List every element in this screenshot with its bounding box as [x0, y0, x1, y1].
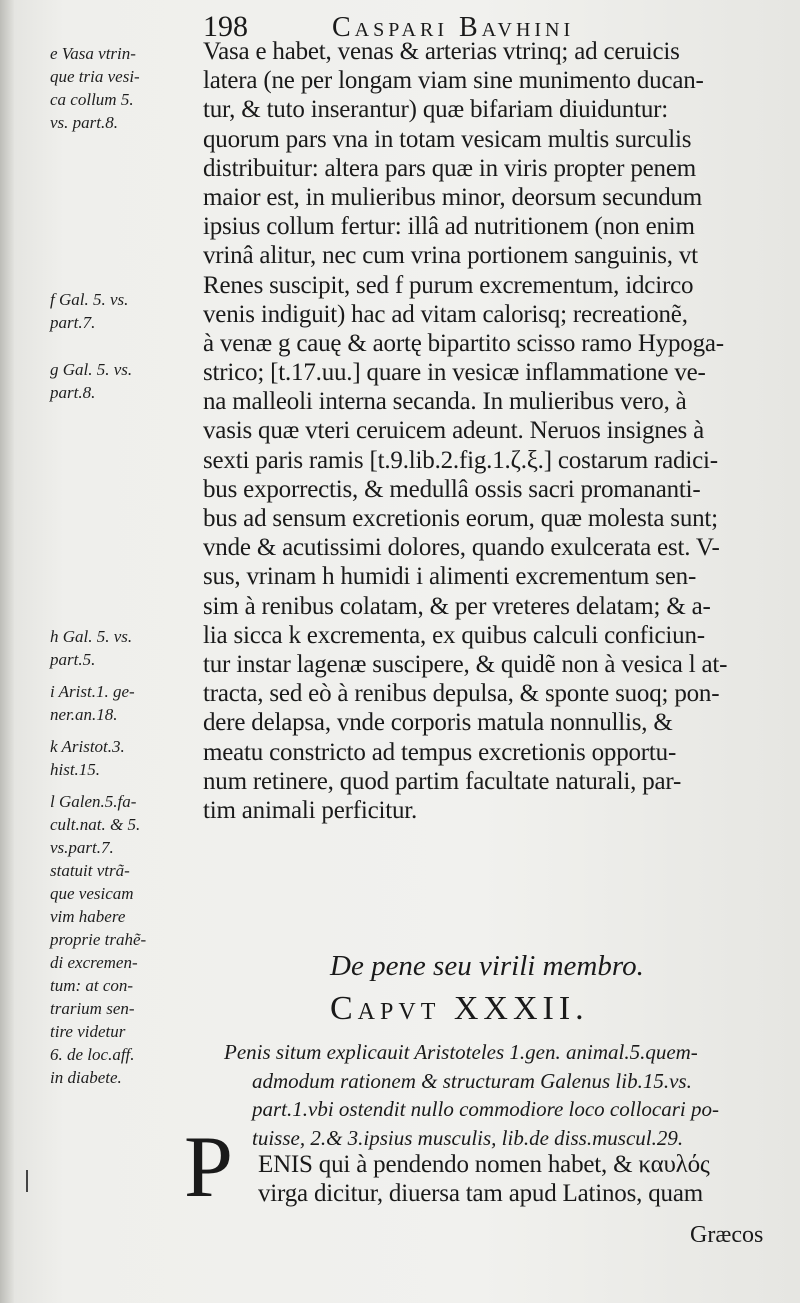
text-line: ipsius collum fertur: illâ ad nutritionem (non enim [203, 213, 695, 241]
text-line: num retinere, quod partim facultate naturali, par- [203, 767, 682, 795]
text-line: quorum pars vna in totam vesicam multis surculis [203, 125, 692, 153]
margin-note-i: i Arist.1. ge- ner.an.18. [50, 682, 135, 724]
section-heading: De pene seu virili membro. [330, 950, 644, 982]
margin-note-g: g Gal. 5. vs. part.8. [50, 360, 133, 402]
margin-note-e: e Vasa vtrin- que tria vesi- ca collum 5. vs. part.8. [50, 44, 140, 132]
chapter-summary [224, 1038, 764, 1152]
text-line: à venæ g cauę & aortę bipartito scisso ramo Hypoga- [203, 329, 724, 357]
text-line: tracta, sed eò à renibus depulsa, & sponte suoq; pon- [203, 680, 720, 708]
text-line: sim à renibus colatam, & per vreteres delatam; & a- [203, 592, 711, 620]
running-head: Caspari Bavhini [332, 12, 575, 43]
text-line: tur instar lagenæ suscipere, & quidẽ non à vesica l at- [203, 650, 728, 678]
text-line: sexti paris ramis [t.9.lib.2.fig.1.ζ.ξ.] costarum radici- [203, 446, 718, 474]
drop-cap-initial: P [184, 1119, 233, 1216]
text-line: venis indiguit) hac ad vitam calorisq; recreationẽ, [203, 300, 688, 328]
main-text-block [203, 37, 778, 825]
text-line: vnde & acutissimi dolores, quando exulcerata est. V- [203, 534, 720, 562]
text-line: vrinâ alitur, nec cum vrina portionem sanguinis, vt [203, 242, 698, 270]
text-line: ENIS qui à pendendo nomen habet, & καυλός [258, 1151, 710, 1178]
catchword: Græcos [690, 1222, 764, 1248]
text-line: na malleoli interna secanda. In mulieribus vero, à [203, 388, 687, 416]
text-line: meatu constricto ad tempus excretionis opportu- [203, 738, 677, 766]
text-line: Vasa e habet, venas & arterias vtrinq; ad ceruicis [203, 38, 680, 65]
text-line: sus, vrinam h humidi i alimenti excrementum sen- [203, 563, 697, 591]
text-line: tim animali perficitur. [203, 796, 418, 824]
summary-line: Penis situm explicauit Aristoteles 1.gen. animal.5.quem- [224, 1040, 698, 1064]
text-line: virga dicitur, diuersa tam apud Latinos, quam [258, 1180, 703, 1208]
margin-note-l: l Galen.5.fa- cult.nat. & 5. vs.part.7. statuit vtrã- que vesicam vim habere proprie trahẽ- di excremen- tum: at con- trarium sen- tire videtur 6. de loc.aff. in diabete. [50, 792, 147, 1087]
chapter-title: Capvt XXXII. [330, 990, 589, 1027]
text-line: tur, & tuto inserantur) quæ bifariam diuiduntur: [203, 96, 669, 124]
text-line: vasis quæ vteri ceruicem adeunt. Neruos insignes à [203, 417, 704, 445]
text-line: Renes suscipit, sed f purum excrementum, idcirco [203, 271, 694, 299]
chapter-body-start [258, 1150, 778, 1208]
text-line: maior est, in mulieribus minor, deorsum secundum [203, 183, 703, 211]
text-line: latera (ne per longam viam sine munimento ducan- [203, 67, 704, 95]
summary-line: tuisse, 2.& 3.ipsius musculis, lib.de diss.muscul.29. [252, 1125, 684, 1150]
margin-ink-mark [26, 1170, 28, 1192]
margin-note-h: h Gal. 5. vs. part.5. [50, 627, 133, 669]
margin-note-k: k Aristot.3. hist.15. [50, 737, 125, 779]
text-line: bus ad sensum excretionis eorum, quæ molesta sunt; [203, 505, 718, 532]
summary-line: part.1.vbi ostendit nullo commodiore loco collocari po- [252, 1097, 719, 1121]
text-line: lia sicca k excrementa, ex quibus calculi conficiun- [203, 621, 705, 649]
summary-line: admodum rationem & structuram Galenus lib.15.vs. [252, 1068, 692, 1093]
text-line: bus exporrectis, & medullâ ossis sacri promananti- [203, 475, 701, 503]
margin-notes-column [0, 0, 190, 1303]
page-number: 198 [203, 10, 248, 43]
text-line: dere delapsa, vnde corporis matula nonnullis, & [203, 709, 673, 737]
text-line: distribuitur: altera pars quæ in viris propter penem [203, 154, 696, 182]
text-line: strico; [t.17.uu.] quare in vesicæ inflammatione ve- [203, 359, 706, 387]
margin-note-f: f Gal. 5. vs. part.7. [50, 290, 129, 332]
